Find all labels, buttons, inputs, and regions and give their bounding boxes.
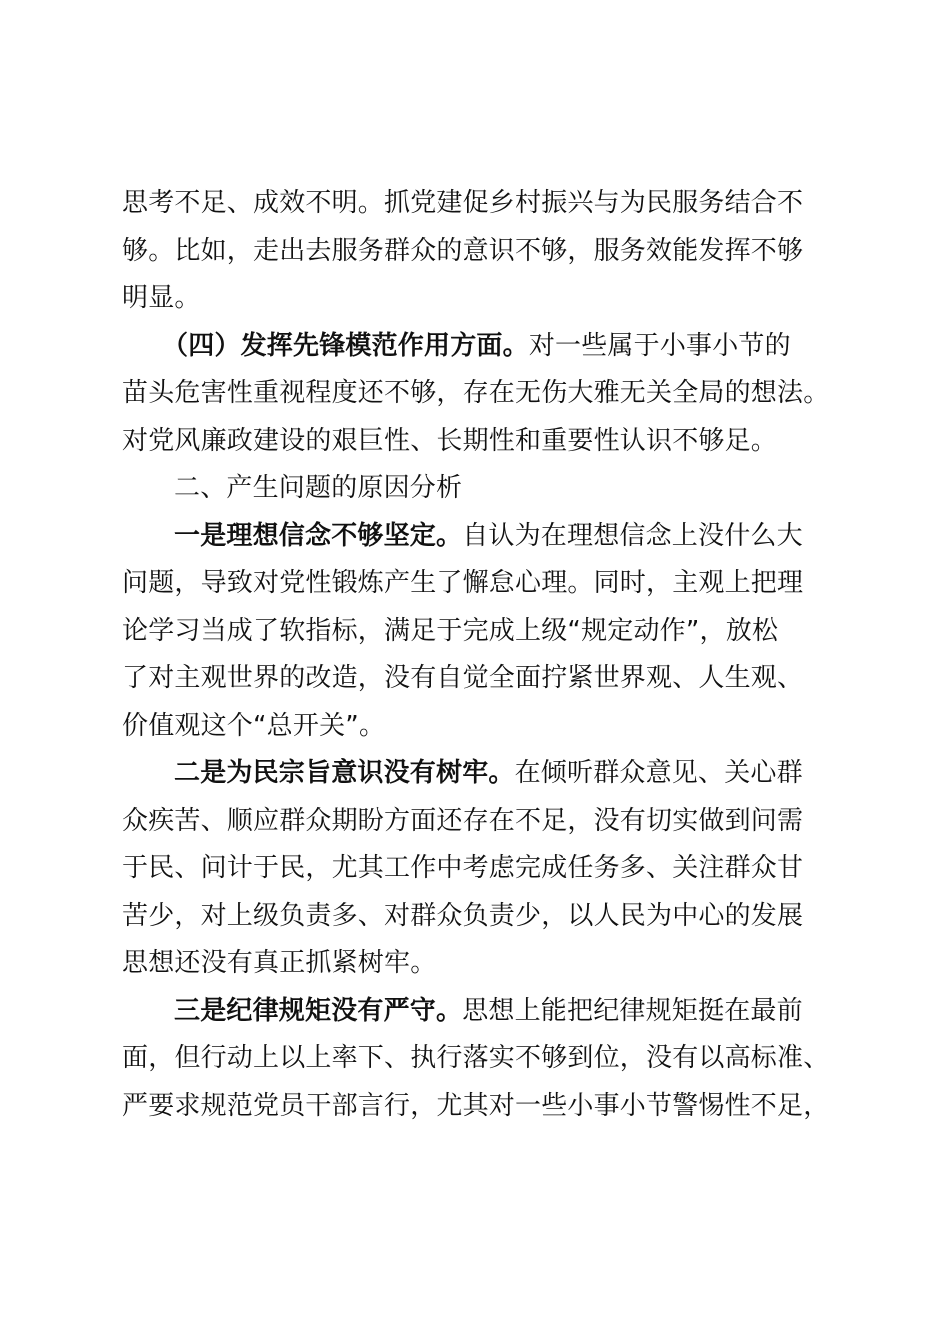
paragraph-line <box>122 513 842 561</box>
paragraph-line: 思考不足、成效不明。抓党建促乡村振兴与为民服务结合不 <box>122 188 804 218</box>
paragraph-line: 面，但行动上以上率下、执行落实不够到位，没有以高标准、 <box>122 1043 830 1073</box>
paragraph-line: 于民、问计于民，尤其工作中考虑完成任务多、关注群众甘 <box>122 853 804 883</box>
point-heading: 三是纪律规矩没有严守。 <box>174 995 463 1026</box>
paragraph-line: 苗头危害性重视程度还不够，存在无伤大雅无关全局的想法。 <box>122 378 830 408</box>
paragraph-line <box>122 323 842 371</box>
paragraph-text: 自认为在理想信念上没什么大 <box>462 520 803 551</box>
paragraph-line: 严要求规范党员干部言行，尤其对一些小事小节警惕性不足， <box>122 1090 830 1121</box>
paragraph-line: 了对主观世界的改造，没有自觉全面拧紧世界观、人生观、 <box>122 663 804 693</box>
point-heading: 二是为民宗旨意识没有树牢。 <box>174 758 515 788</box>
paragraph-line: 够。比如，走出去服务群众的意识不够，服务效能发挥不够 <box>122 235 804 266</box>
paragraph-line: 问题，导致对党性锻炼产生了懈怠心理。同时，主观上把理 <box>122 568 804 598</box>
paragraph-text: 在倾听群众意见、关心群 <box>514 758 803 788</box>
paragraph-line: 明显。 <box>122 283 201 313</box>
document-page <box>122 180 842 1130</box>
paragraph-text: 对一些属于小事小节的 <box>528 330 791 361</box>
paragraph-line: 对党风廉政建设的艰巨性、长期性和重要性认识不够足。 <box>122 425 778 456</box>
section-title: 二、产生问题的原因分析 <box>174 473 463 503</box>
subsection-heading: （四）发挥先锋模范作用方面。 <box>162 330 529 361</box>
paragraph-line: 论学习当成了软指标，满足于完成上级“规定动作”，放松 <box>122 615 779 646</box>
paragraph-line <box>122 988 842 1036</box>
paragraph-line <box>122 750 842 798</box>
paragraph-line: 价值观这个“总开关”。 <box>122 710 386 741</box>
point-heading: 一是理想信念不够坚定。 <box>174 520 463 551</box>
paragraph-line: 苦少，对上级负责多、对群众负责少，以人民为中心的发展 <box>122 900 804 931</box>
paragraph-line: 众疾苦、顺应群众期盼方面还存在不足，没有切实做到问需 <box>122 805 804 836</box>
paragraph-text: 思想上能把纪律规矩挺在最前 <box>462 995 803 1026</box>
paragraph-line: 思想还没有真正抓紧树牢。 <box>122 948 437 978</box>
